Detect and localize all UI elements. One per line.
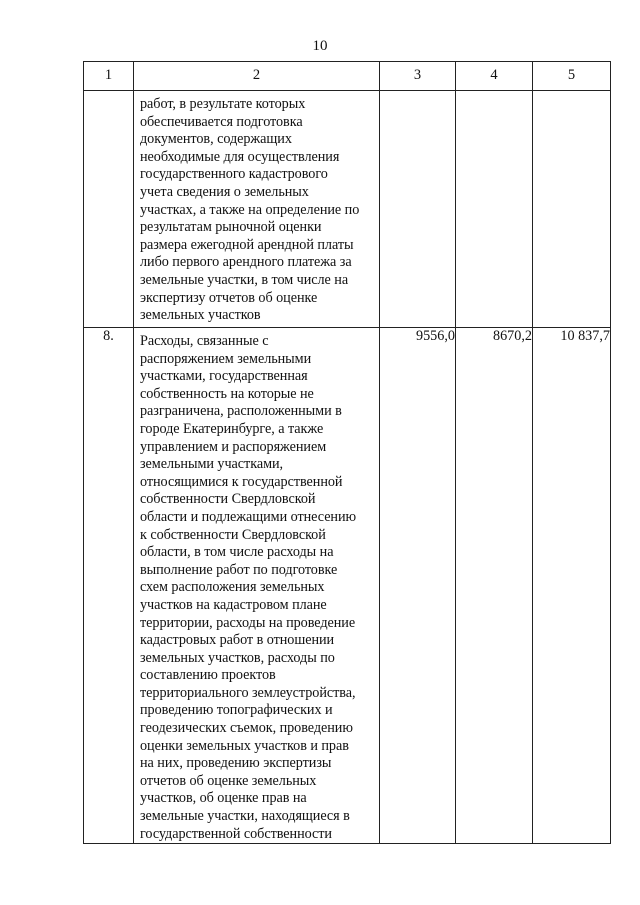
row-description-text: работ, в результате которых обеспечивается подготовка документов, содержащих необходимые для осуществления государственного кадастрового учета сведения о земельных участках, а также на определение по результатам рыночной оценки размера ежегодной арендной платы либо первого арендного платежа за земельные участки, в том числе на экспертизу отчетов об оценке земельных участков [140, 96, 360, 324]
row-value-col5 [533, 91, 611, 328]
row-number-cell: 8. [84, 328, 134, 844]
row-number-cell [84, 91, 134, 328]
column-header-5: 5 [533, 62, 611, 91]
row-description-text: Расходы, связанные с распоряжением земельными участками, государственная собственность на которые не разграничена, расположенными в городе Екатеринбурге, а также управлением и распоряжением земельными участками, относящимися к государственной собственности Свердловской области и подлежащими отнесению к собственности Свердловской области, в том числе расходы на выполнение работ по подготовке схем расположения земельных участков на кадастровом плане территории, расходы на проведение кадастровых работ в отношении земельных участков, расходы по составлению проектов территориального землеустройства, проведению топографических и геодезических съемок, проведению оценки земельных участков и прав на них, проведению экспертизы отчетов об оценке земельных участков, об оценке прав на земельные участки, находящиеся в государственной собственности [140, 333, 357, 842]
table-row [84, 91, 611, 328]
page-number: 10 [312, 38, 328, 54]
row-value-col4 [456, 91, 533, 328]
row-description-cell [134, 91, 380, 328]
table-row [84, 328, 611, 844]
column-header-4: 4 [456, 62, 533, 91]
row-value-col4: 8670,2 [456, 328, 533, 844]
column-header-2: 2 [134, 62, 380, 91]
row-value-col3: 9556,0 [380, 328, 456, 844]
column-header-3: 3 [380, 62, 456, 91]
budget-table [83, 61, 611, 844]
column-header-1: 1 [84, 62, 134, 91]
row-description-cell [134, 328, 380, 844]
table-header-row [84, 62, 611, 91]
row-value-col5: 10 837,7 [533, 328, 611, 844]
row-value-col3 [380, 91, 456, 328]
